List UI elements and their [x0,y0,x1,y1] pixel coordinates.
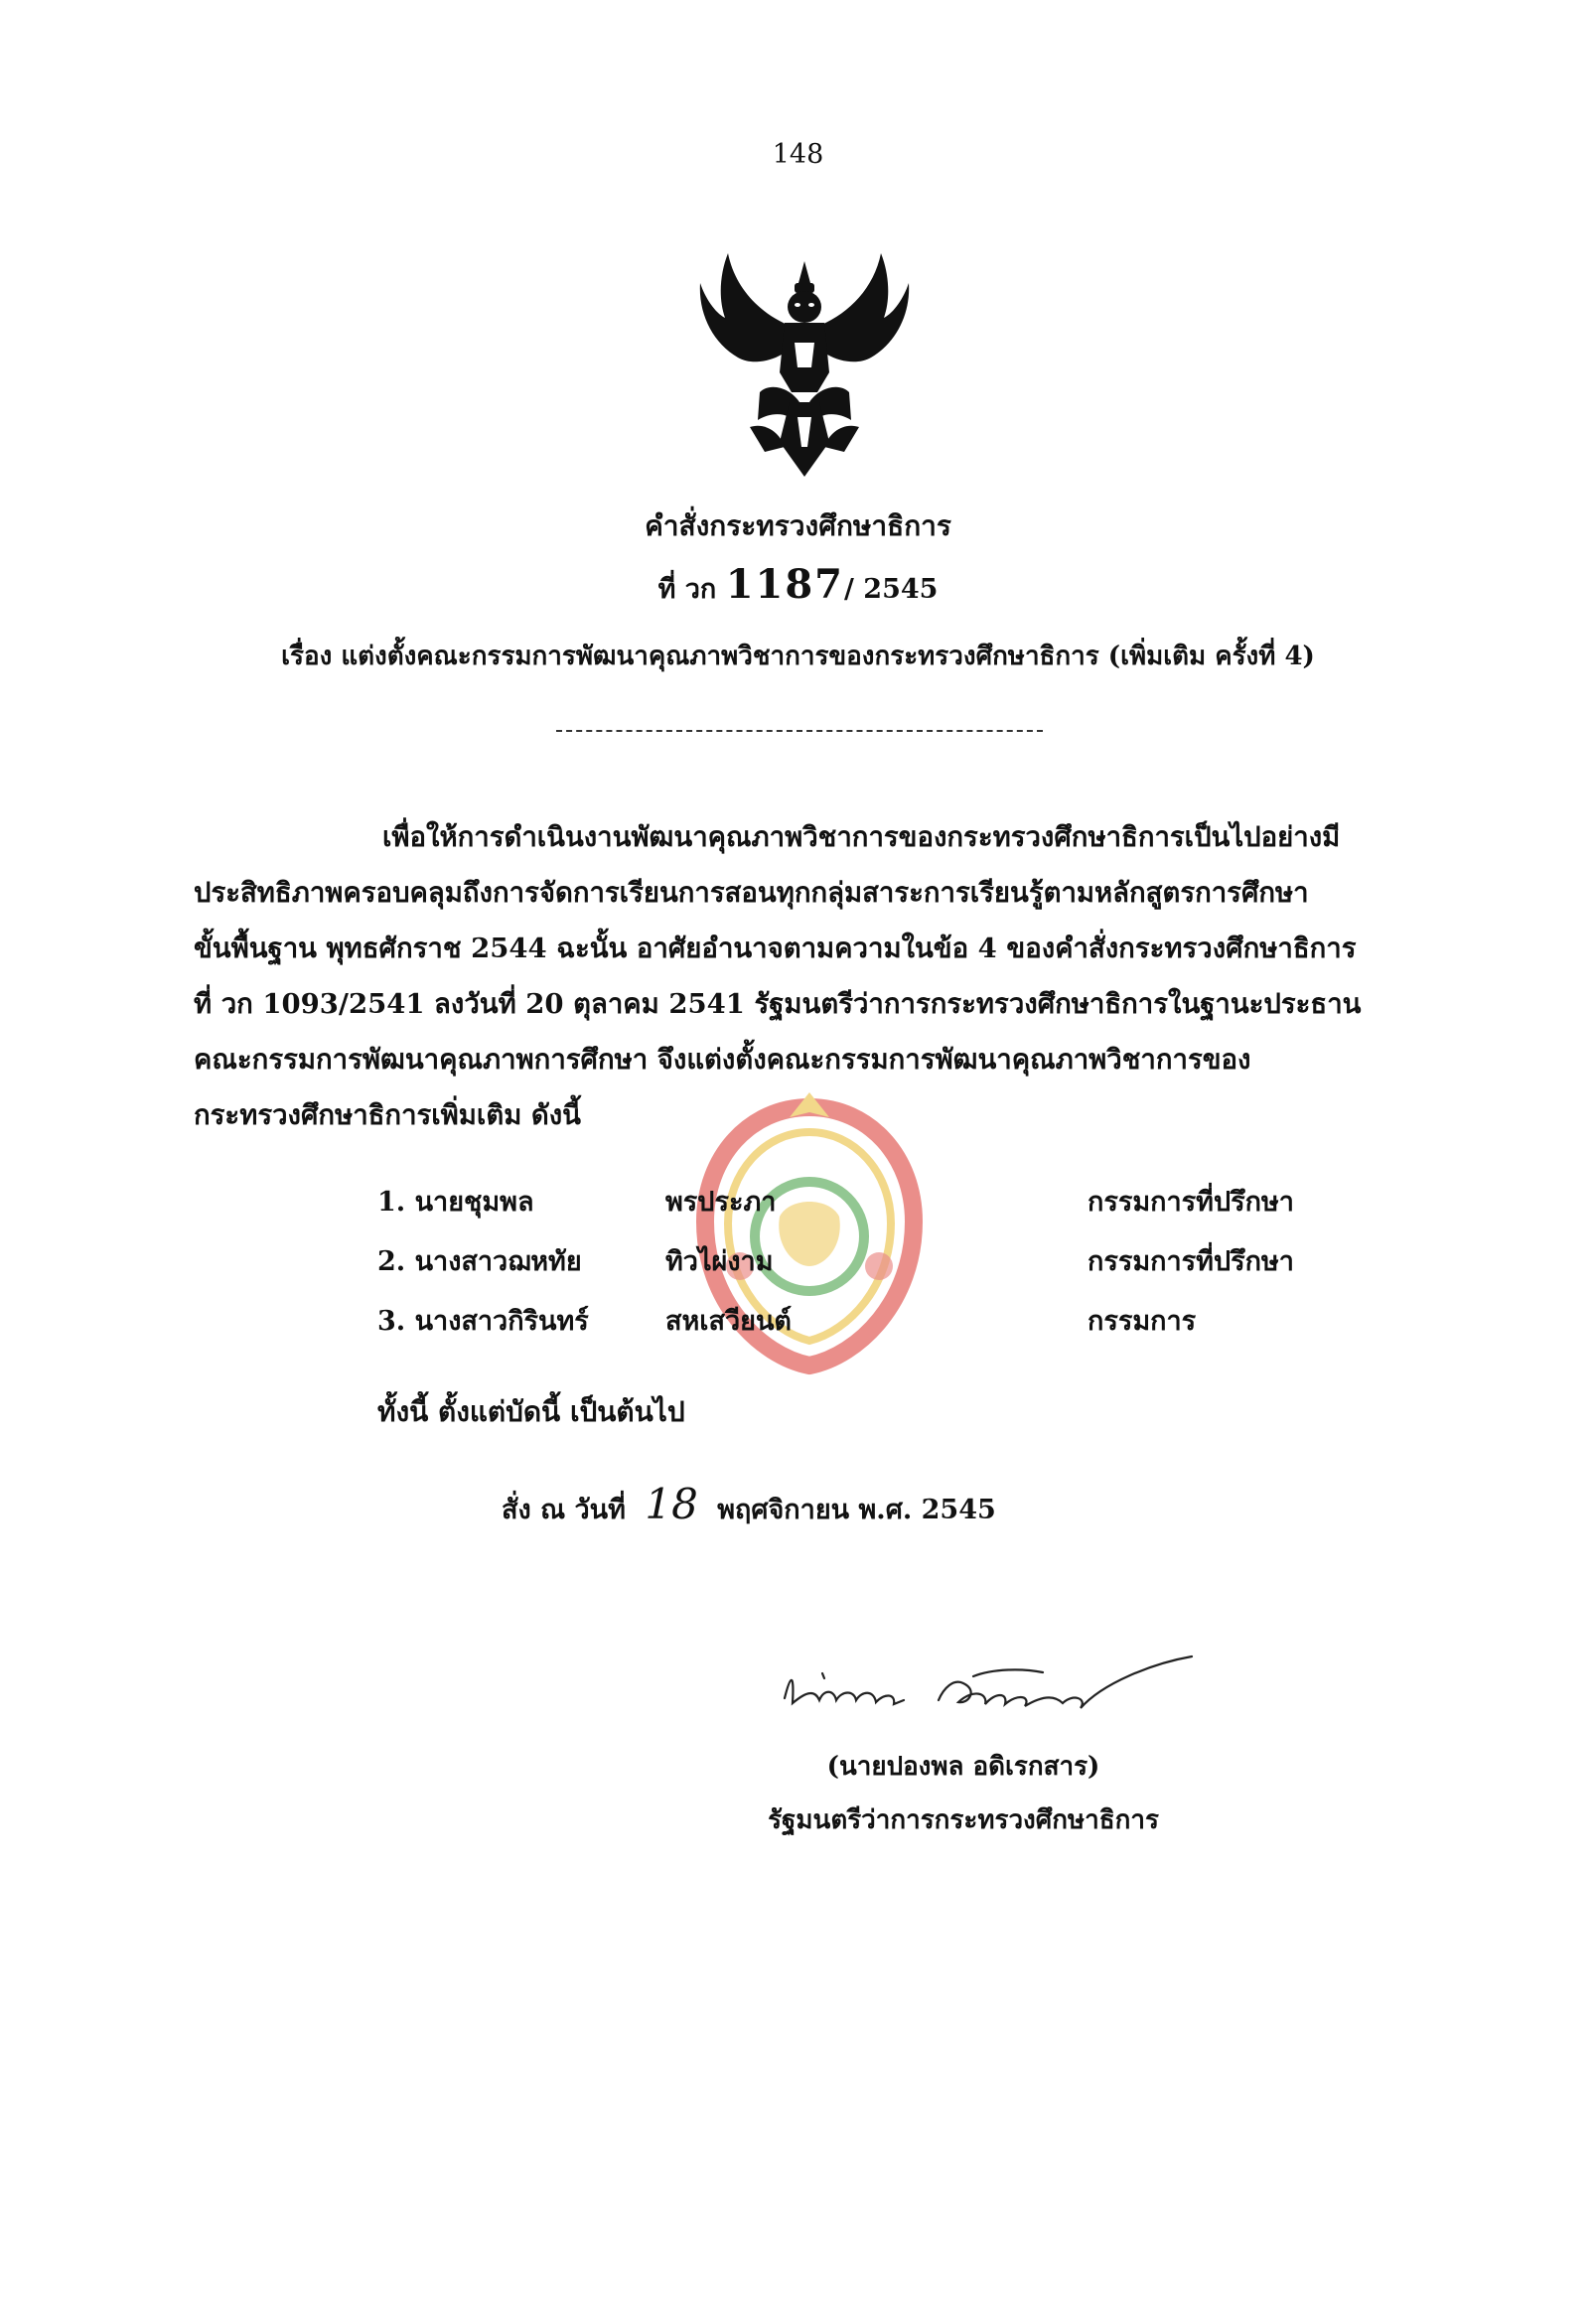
body-line: เพื่อให้การดำเนินงานพัฒนาคุณภาพวิชาการของกระทรวงศึกษาธิการเป็นไปอย่างมี [382,821,1341,853]
order-title: คำสั่งกระทรวงศึกษาธิการ [645,509,951,542]
handwritten-signature [765,1639,1261,1728]
body-line: ประสิทธิภาพครอบคลุมถึงการจัดการเรียนการสอนทุกกลุ่มสาระการเรียนรู้ตามหลักสูตรการศึกษา [194,877,1309,909]
member-last-name: ทิวไผ่งาม [665,1246,774,1277]
order-number [0,561,1596,610]
page-number: 148 [772,139,824,170]
member-last-name: พรประภา [665,1187,777,1218]
divider [556,730,1043,732]
signer-title: รัฐมนตรีว่าการกระทรวงศึกษาธิการ [768,1805,1159,1835]
body-line: ที่ วก 1093/2541 ลงวันที่ 20 ตุลาคม 2541 รัฐมนตรีว่าการกระทรวงศึกษาธิการในฐานะประธาน [194,988,1362,1020]
effective-statement: ทั้งนี้ ตั้งแต่บัดนี้ เป็นต้นไป [377,1395,685,1428]
body-line: คณะกรรมการพัฒนาคุณภาพการศึกษา จึงแต่งตั้งคณะกรรมการพัฒนาคุณภาพวิชาการของ [194,1044,1251,1076]
order-date-prefix: สั่ง ณ วันที่ [502,1495,626,1525]
member-first-name: 1. นายชุมพล [377,1187,534,1218]
order-number-suffix: / 2545 [844,574,939,605]
order-number-prefix: ที่ วก [657,574,717,605]
body-line: กระทรวงศึกษาธิการเพิ่มเติม ดังนี้ [194,1099,581,1131]
member-role: กรรมการที่ปรึกษา [1088,1187,1294,1218]
order-date [502,1480,996,1530]
member-role: กรรมการที่ปรึกษา [1088,1246,1294,1277]
order-subject: เรื่อง แต่งตั้งคณะกรรมการพัฒนาคุณภาพวิชาการของกระทรวงศึกษาธิการ (เพิ่มเติม ครั้งที่ 4) [281,642,1315,671]
order-date-day: 18 [645,1480,698,1528]
member-first-name: 2. นางสาวฌหทัย [377,1246,582,1277]
body-line: ขั้นพื้นฐาน พุทธศักราช 2544 ฉะนั้น อาศัยอำนาจตามความในข้อ 4 ของคำสั่งกระทรวงศึกษาธิการ [194,933,1357,964]
order-number-value: 1187 [725,561,845,608]
member-last-name: สหเสวียนต์ [665,1306,792,1337]
member-role: กรรมการ [1088,1306,1197,1337]
garuda-emblem [690,243,919,492]
order-date-suffix: พฤศจิกายน พ.ศ. 2545 [717,1495,996,1525]
signer-name: (นายปองพล อดิเรกสาร) [826,1752,1100,1782]
member-first-name: 3. นางสาวกิรินทร์ [377,1306,589,1337]
order-body [194,809,1405,1143]
